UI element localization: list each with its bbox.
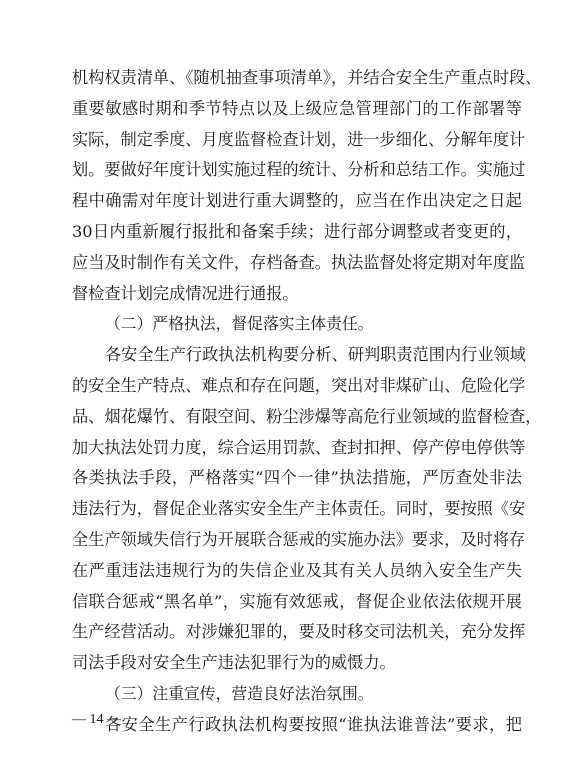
body-text	[72, 63, 542, 741]
text-line: 司法手段对安全生产违法犯罪行为的威慑力。	[72, 653, 396, 673]
text-line: 应当及时制作有关文件，存档备查。执法监督处将定期对年度监	[72, 252, 526, 272]
text-line: 各类执法手段，严格落实“四个一律”执法措施，严厉查处非法	[72, 468, 522, 488]
text-line: 督检查计划完成情况进行通报。	[72, 283, 299, 303]
page-number: — 14 —	[72, 712, 121, 727]
text-line: 机构权责清单、《随机抽查事项清单》，并结合安全生产重点时段、	[72, 68, 542, 87]
text-line: 各安全生产行政执法机构要分析、研判职责范围内行业领域	[105, 345, 526, 365]
section-heading: （三）注重宣传，营造良好法治氛围。	[105, 683, 374, 703]
text-line: 加大执法处罚力度，综合运用罚款、查封扣押、停产停电停供等	[72, 437, 526, 457]
text-line: 重要敏感时期和季节特点以及上级应急管理部门的工作部署等	[72, 98, 522, 118]
text-line: 划。要做好年度计划实施过程的统计、分析和总结工作。实施过	[72, 160, 526, 180]
section-heading: （二）严格执法，督促落实主体责任。	[105, 314, 374, 334]
text-line: 30日内重新履行报批和备案手续；进行部分调整或者变更的，	[72, 221, 522, 241]
text-line: 的安全生产特点、难点和存在问题，突出对非煤矿山、危险化学	[72, 375, 526, 395]
text-line: 在严重违法违规行为的失信企业及其有关人员纳入安全生产失	[72, 560, 522, 580]
text-line: 全生产领域失信行为开展联合惩戒的实施办法》要求，及时将存	[72, 529, 526, 549]
text-line: 品、烟花爆竹、有限空间、粉尘涉爆等高危行业领域的监督检查，	[72, 406, 542, 426]
text-line: 实际，制定季度、月度监督检查计划，进一步细化、分解年度计	[72, 129, 526, 149]
text-line: 程中确需对年度计划进行重大调整的，应当在作出决定之日起	[72, 191, 522, 211]
text-line: 生产经营活动。对涉嫌犯罪的，要及时移交司法机关，充分发挥	[72, 622, 526, 642]
text-line: 信联合惩戒“黑名单”，实施有效惩戒，督促企业依法依规开展	[72, 591, 522, 611]
text-line: 各安全生产行政执法机构要按照“谁执法谁普法”要求，把	[105, 714, 522, 734]
text-line: 违法行为，督促企业落实安全生产主体责任。同时，要按照《安	[72, 499, 526, 519]
